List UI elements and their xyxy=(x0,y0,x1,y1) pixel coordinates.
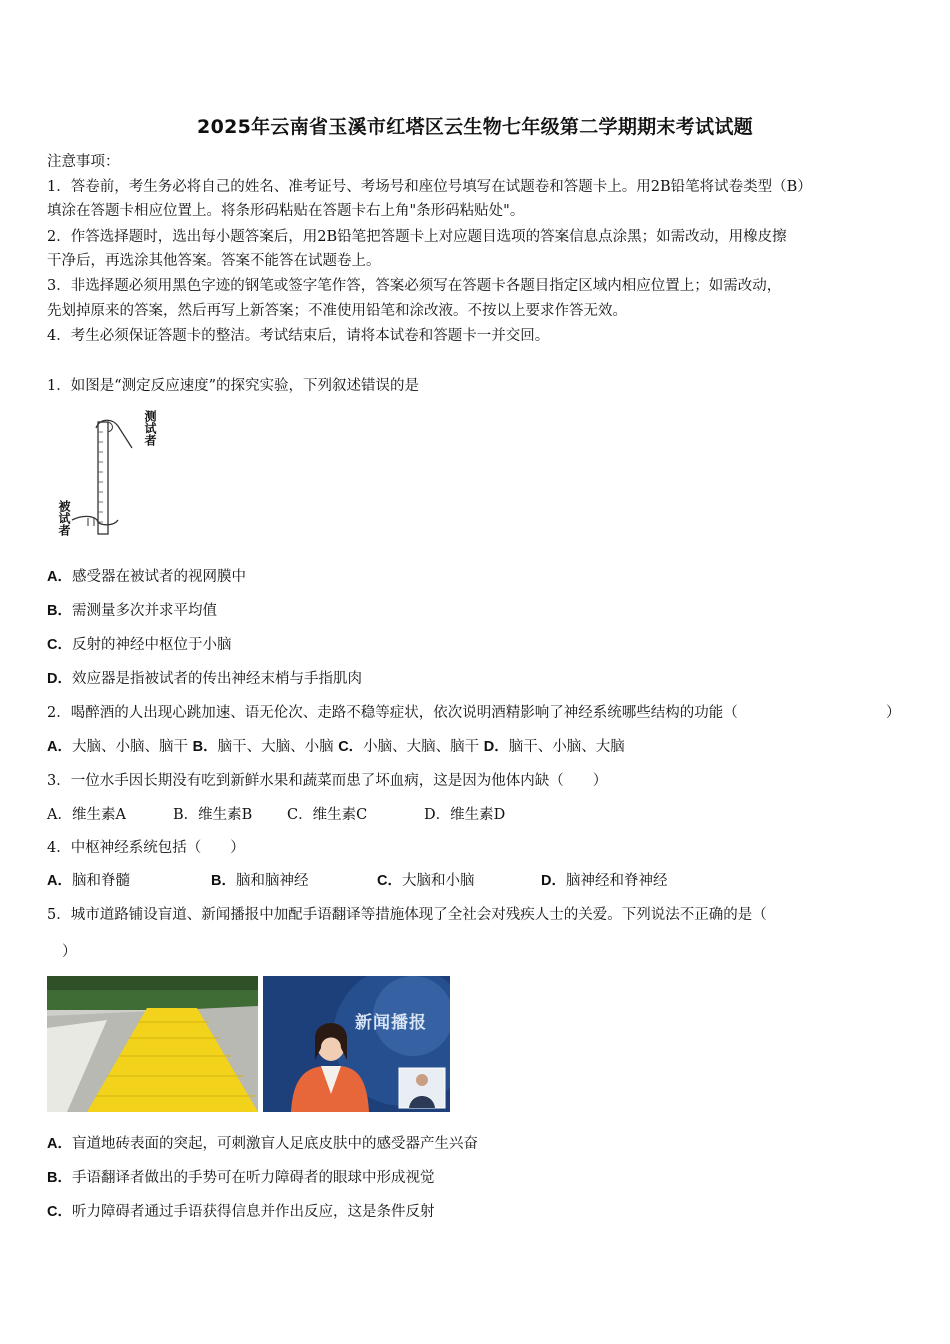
q1-stem: 1．如图是“测定反应速度”的探究实验，下列叙述错误的是 xyxy=(47,378,420,394)
notice-heading: 注意事项： xyxy=(47,154,120,170)
notice-line-2: 填涂在答题卡相应位置上。将条形码粘贴在答题卡右上角"条形码粘贴处"。 xyxy=(47,203,525,219)
notice-line-3: 2．作答选择题时，选出每小题答案后，用2B铅笔把答题卡上对应题目选项的答案信息点涂黑；如需改动，用橡皮擦 xyxy=(47,229,787,245)
news-broadcast-photo xyxy=(263,976,450,1112)
tester-label: 测试者 xyxy=(143,410,157,446)
testee-label: 被试者 xyxy=(57,500,71,536)
q3-options: A．维生素A B．维生素B C．维生素C D．维生素D xyxy=(47,807,506,823)
q4-stem: 4．中枢神经系统包括（ ） xyxy=(47,840,245,856)
q1-option-b: B．需测量多次并求平均值 xyxy=(47,603,217,619)
notice-line-6: 先划掉原来的答案，然后再写上新答案；不准使用铅笔和涂改液。不按以上要求作答无效。 xyxy=(47,303,627,319)
notice-line-5: 3．非选择题必须用黑色字迹的钢笔或签字笔作答，答案必须写在答题卡各题目指定区域内相应位置上；如需改动， xyxy=(47,278,782,294)
q1-option-a: A．感受器在被试者的视网膜中 xyxy=(47,569,246,585)
q5-option-a: A．盲道地砖表面的突起，可刺激盲人足底皮肤中的感受器产生兴奋 xyxy=(47,1136,478,1152)
q5-option-b: B．手语翻译者做出的手势可在听力障碍者的眼球中形成视觉 xyxy=(47,1170,435,1186)
notice-line-4: 干净后，再选涂其他答案。答案不能答在试题卷上。 xyxy=(47,253,381,269)
q1-option-d: D．效应器是指被试者的传出神经末梢与手指肌肉 xyxy=(47,671,362,687)
notice-line-7: 4．考生必须保证答题卡的整洁。考试结束后，请将本试卷和答题卡一并交回。 xyxy=(47,328,550,344)
q2-stem: 2．喝醉酒的人出现心跳加速、语无伦次、走路不稳等症状，依次说明酒精影响了神经系统哪些结构的功能（ xyxy=(47,705,738,721)
q3-stem: 3．一位水手因长期没有吃到新鲜水果和蔬菜而患了坏血病，这是因为他体内缺（ ） xyxy=(47,773,608,789)
q4-options: A．脑和脊髓 B．脑和脑神经 C．大脑和小脑 D．脑神经和脊神经 xyxy=(47,873,668,889)
news-studio-illustration xyxy=(263,976,450,1112)
q5-stem-end: ） xyxy=(62,944,77,960)
q2-stem-end: ） xyxy=(886,705,901,721)
news-title-overlay: 新闻播报 xyxy=(355,1013,427,1033)
q1-option-c: C．反射的神经中枢位于小脑 xyxy=(47,637,232,653)
tactile-paving-illustration xyxy=(47,976,258,1112)
q5-stem: 5．城市道路铺设盲道、新闻播报中加配手语翻译等措施体现了全社会对残疾人士的关爱。下列说法不正确的是（ xyxy=(47,907,767,923)
tactile-paving-photo xyxy=(47,976,258,1112)
notice-line-1: 1．答卷前，考生务必将自己的姓名、准考证号、考场号和座位号填写在试题卷和答题卡上。用2B铅笔将试卷类型（B） xyxy=(47,179,812,195)
reaction-time-figure xyxy=(52,408,162,543)
q5-option-c: C．听力障碍者通过手语获得信息并作出反应，这是条件反射 xyxy=(47,1204,435,1220)
q2-options: A．大脑、小脑、脑干 B．脑干、大脑、小脑 C．小脑、大脑、脑干 D．脑干、小脑、大脑 xyxy=(47,739,625,755)
page-title: 2025年云南省玉溪市红塔区云生物七年级第二学期期末考试试题 xyxy=(197,116,753,138)
